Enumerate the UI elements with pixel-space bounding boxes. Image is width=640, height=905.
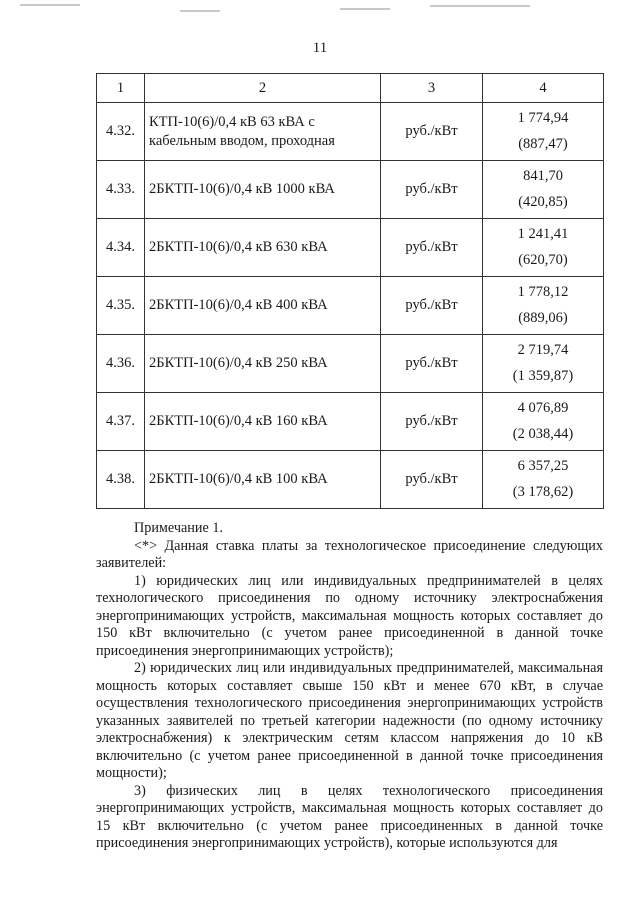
note-item: 3) физических лиц в целях технологического присоединения энергопринимающих устройств, максимальная мощность которых составляет до 15 кВт включительно (с учетом ранее присоединенных в данной точке присоединения энергопринимающих устройств), которые используются для (96, 782, 603, 851)
column-header: 4 (483, 74, 604, 103)
row-name: 2БКТП-10(6)/0,4 кВ 1000 кВА (145, 161, 381, 219)
row-value: 841,70 (523, 167, 563, 184)
row-name: 2БКТП-10(6)/0,4 кВ 160 кВА (145, 393, 381, 451)
table-row (97, 393, 604, 451)
row-name: 2БКТП-10(6)/0,4 кВ 250 кВА (145, 335, 381, 393)
row-name: КТП-10(6)/0,4 кВ 63 кВА с кабельным вводом, проходная (145, 103, 381, 161)
row-number: 4.34. (97, 219, 145, 277)
note-intro: <*> Данная ставка платы за технологическое присоединение следующих заявителей: (96, 537, 603, 571)
row-unit: руб./кВт (381, 451, 483, 509)
row-unit: руб./кВт (381, 393, 483, 451)
row-value-alt: (3 178,62) (512, 483, 574, 500)
scan-artifact (430, 5, 530, 7)
row-unit: руб./кВт (381, 277, 483, 335)
row-value-alt: (889,06) (518, 309, 568, 326)
row-value-cell (483, 103, 604, 161)
row-value: 6 357,25 (517, 457, 569, 474)
row-value: 4 076,89 (517, 399, 569, 416)
row-name: 2БКТП-10(6)/0,4 кВ 100 кВА (145, 451, 381, 509)
row-number: 4.35. (97, 277, 145, 335)
row-unit: руб./кВт (381, 161, 483, 219)
row-number: 4.36. (97, 335, 145, 393)
row-value-alt: (2 038,44) (512, 425, 574, 442)
column-header: 1 (97, 74, 145, 103)
row-value-cell (483, 277, 604, 335)
column-header: 2 (145, 74, 381, 103)
row-value-alt: (620,70) (518, 251, 568, 268)
row-value-cell (483, 335, 604, 393)
row-value: 1 241,41 (517, 225, 569, 242)
row-value: 1 774,94 (517, 109, 569, 126)
row-value-alt: (887,47) (518, 135, 568, 152)
table-row (97, 103, 604, 161)
page-number: 11 (312, 40, 328, 56)
row-value-cell (483, 161, 604, 219)
table-header-row (97, 74, 604, 103)
scan-artifact (20, 4, 80, 6)
note-item: 2) юридических лиц или индивидуальных предпринимателей, максимальная мощность которых составляет свыше 150 кВт и менее 670 кВт, в случае осуществления технологического присоединения энергопринимающих устройств указанных заявителей по третьей категории надежности (по одному источнику электроснабжения) к электрическим сетям классом напряжения до 10 кВ включительно (с учетом ранее присоединенной в данной точке присоединения мощности); (96, 660, 603, 781)
row-name: 2БКТП-10(6)/0,4 кВ 630 кВА (145, 219, 381, 277)
scan-artifact (340, 8, 390, 10)
table-row (97, 451, 604, 509)
row-value-alt: (420,85) (518, 193, 568, 210)
column-header: 3 (381, 74, 483, 103)
row-value: 2 719,74 (517, 341, 569, 358)
row-number: 4.38. (97, 451, 145, 509)
row-value-cell (483, 451, 604, 509)
table-row (97, 277, 604, 335)
row-value-alt: (1 359,87) (512, 367, 574, 384)
scan-artifact (180, 10, 220, 12)
row-name: 2БКТП-10(6)/0,4 кВ 400 кВА (145, 277, 381, 335)
note-heading: Примечание 1. (134, 520, 223, 536)
row-value: 1 778,12 (517, 283, 569, 300)
rates-table (96, 73, 604, 509)
notes-section (96, 520, 603, 853)
row-unit: руб./кВт (381, 103, 483, 161)
row-value-cell (483, 219, 604, 277)
row-unit: руб./кВт (381, 219, 483, 277)
row-number: 4.37. (97, 393, 145, 451)
row-unit: руб./кВт (381, 335, 483, 393)
table-row (97, 161, 604, 219)
table-row (97, 219, 604, 277)
table-row (97, 335, 604, 393)
row-number: 4.32. (97, 103, 145, 161)
row-number: 4.33. (97, 161, 145, 219)
note-item: 1) юридических лиц или индивидуальных предпринимателей в целях технологического присоединения по одному источнику электроснабжения энергопринимающих устройств, максимальная мощность которых составляет до 150 кВт включительно (с учетом ранее присоединенной в данной точке присоединения энергопринимающих устройств); (96, 572, 603, 659)
row-value-cell (483, 393, 604, 451)
